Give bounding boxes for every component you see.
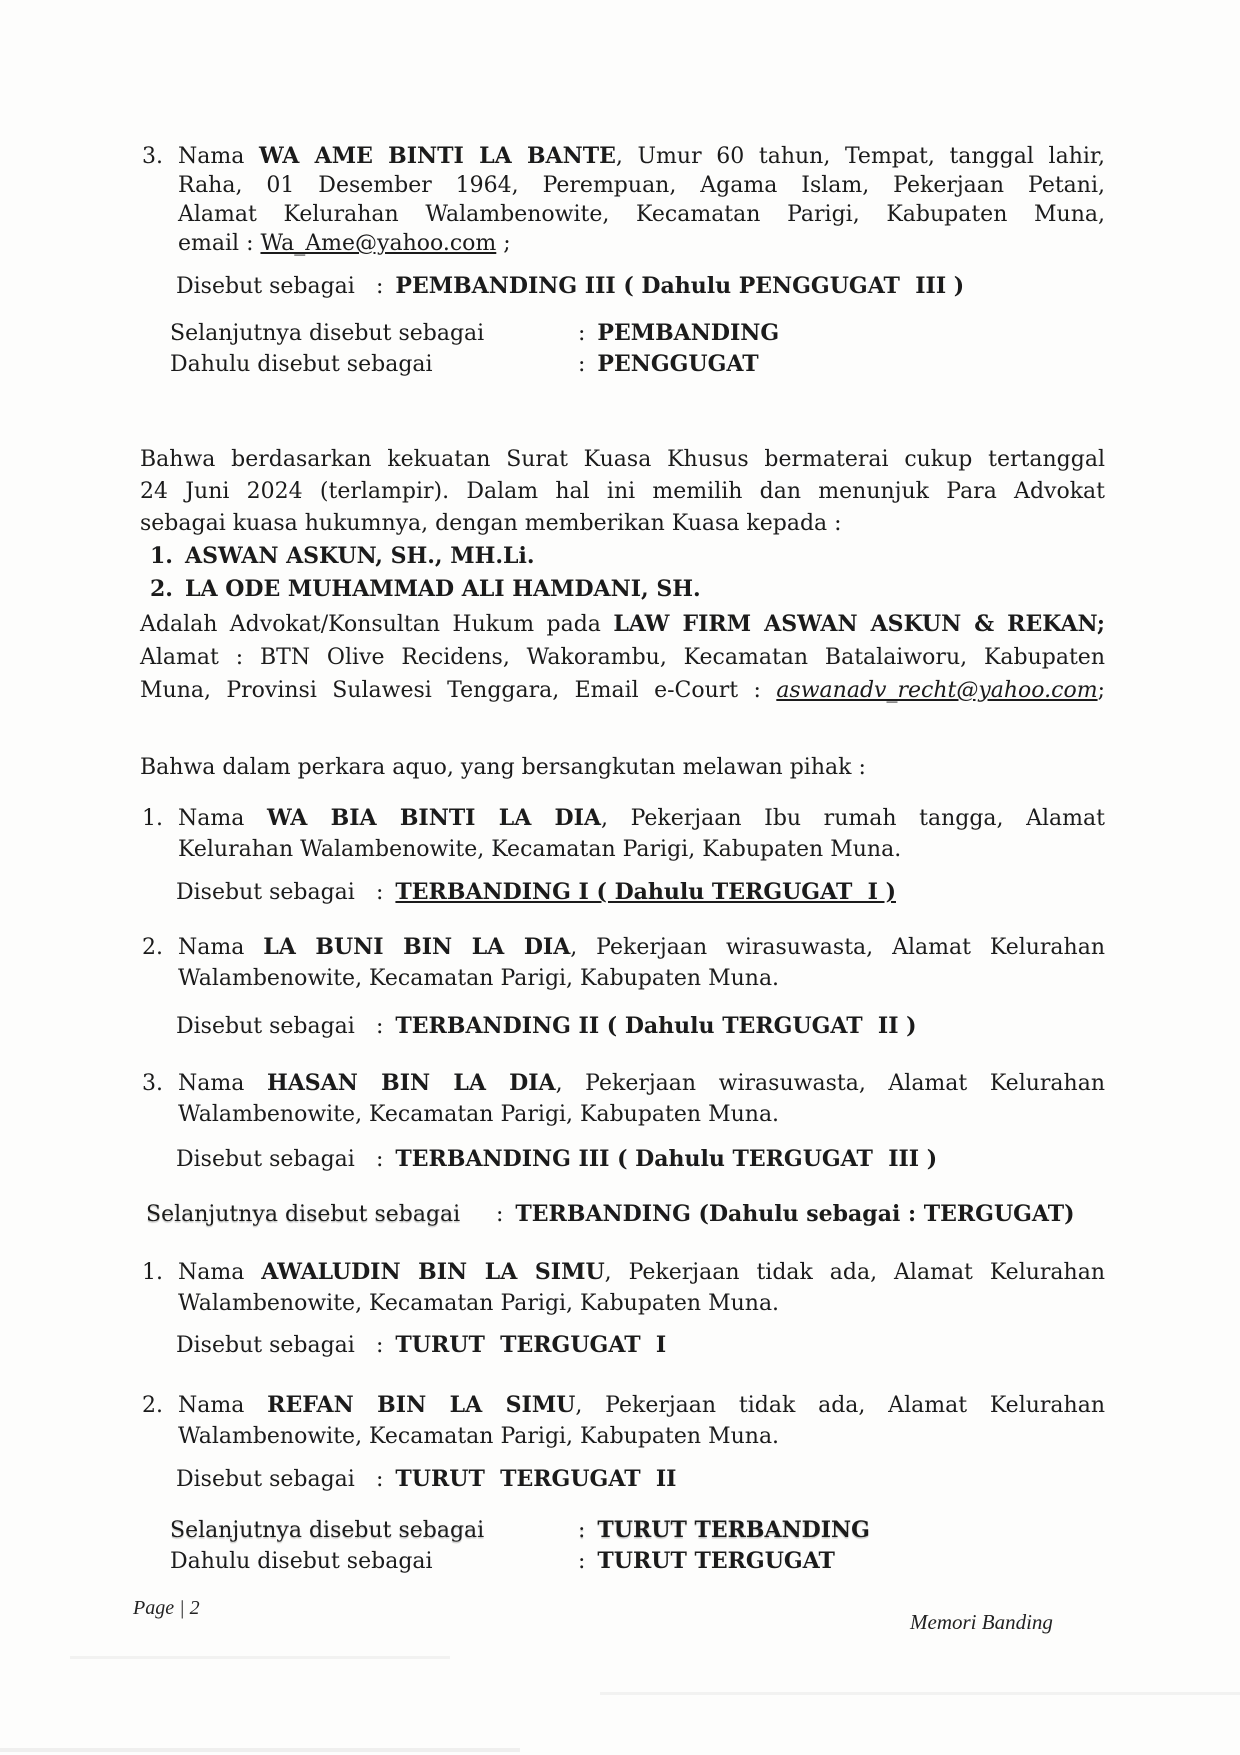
party-item-text: Nama AWALUDIN BIN LA SIMU, Pekerjaan tidak ada, Alamat Kelurahan Walambenowite, Kecamatan Parigi, Kabupaten Muna. <box>178 1259 1105 1316</box>
alias-row-selanjutnya <box>170 1515 1105 1546</box>
alias-value: PENGGUGAT <box>597 351 759 377</box>
alias-label: Dahulu disebut sebagai <box>170 1549 433 1574</box>
item-number: 2. <box>142 935 163 960</box>
disebut-value: PEMBANDING III ( Dahulu PENGGUGAT III ) <box>395 273 965 299</box>
party-item-turut-tergugat-2 <box>140 1390 1105 1452</box>
colon-separator: : <box>578 1518 586 1543</box>
party-item-turut-tergugat-1 <box>140 1257 1105 1319</box>
disebut-line-terbanding-1 <box>140 878 1105 907</box>
alias-row-dahulu <box>170 1546 1105 1577</box>
disebut-label: Disebut sebagai <box>176 274 355 299</box>
alias-value: TERBANDING (Dahulu sebagai : TERGUGAT) <box>515 1201 1075 1227</box>
party-item-text: Nama REFAN BIN LA SIMU, Pekerjaan tidak ada, Alamat Kelurahan Walambenowite, Kecamatan Parigi, Kabupaten Muna. <box>178 1392 1105 1449</box>
paragraph-power-of-attorney: Bahwa berdasarkan kekuatan Surat Kuasa Khusus bermaterai cukup tertanggal 24 Juni 2024 (terlampir). Dalam hal ini memilih dan menunjuk Para Advokat sebagai kuasa hukumnya, dengan memberikan Kuasa kepada : <box>140 447 1105 536</box>
item-number: 2. <box>142 1393 163 1418</box>
disebut-value: TURUT TERGUGAT I <box>395 1332 667 1358</box>
party-item-terbanding-1 <box>140 803 1105 865</box>
disebut-label: Disebut sebagai <box>176 1333 355 1358</box>
colon-separator: : <box>376 880 384 905</box>
scan-artifact <box>600 1692 1240 1695</box>
item-number: 3. <box>142 1071 163 1096</box>
disebut-line-pembanding-3 <box>140 272 1105 301</box>
colon-separator: : <box>578 352 586 377</box>
disebut-line-turut-tergugat-2 <box>140 1465 1105 1494</box>
alias-label: Selanjutnya disebut sebagai <box>170 321 485 346</box>
party-item-pembanding-3 <box>140 142 1105 258</box>
document-content <box>140 142 1105 1577</box>
party-item-terbanding-2 <box>140 932 1105 994</box>
item-number: 1. <box>142 1260 163 1285</box>
colon-separator: : <box>496 1202 504 1227</box>
party-item-text: Nama HASAN BIN LA DIA, Pekerjaan wirasuwasta, Alamat Kelurahan Walambenowite, Kecamatan Parigi, Kabupaten Muna. <box>178 1070 1105 1127</box>
item-number: 1. <box>142 806 163 831</box>
party-item-text: Nama WA BIA BINTI LA DIA, Pekerjaan Ibu rumah tangga, Alamat Kelurahan Walambenowite, Kecamatan Parigi, Kabupaten Muna. <box>178 805 1105 862</box>
scan-artifact <box>70 1656 450 1659</box>
alias-row-selanjutnya <box>170 318 1105 349</box>
alias-row-dahulu <box>170 349 1105 380</box>
party-item-text: Nama LA BUNI BIN LA DIA, Pekerjaan wirasuwasta, Alamat Kelurahan Walambenowite, Kecamatan Parigi, Kabupaten Muna. <box>178 934 1106 991</box>
disebut-line-terbanding-2 <box>140 1012 1105 1041</box>
disebut-line-turut-tergugat-1 <box>140 1331 1105 1360</box>
disebut-label: Disebut sebagai <box>176 1467 355 1492</box>
disebut-value: TERBANDING II ( Dahulu TERGUGAT II ) <box>395 1013 917 1039</box>
alias-line-terbanding <box>140 1200 1105 1229</box>
footer-page-number: Page | 2 <box>133 1597 200 1619</box>
alias-block-pembanding <box>140 318 1105 380</box>
disebut-value: TURUT TERGUGAT II <box>395 1466 677 1492</box>
colon-separator: : <box>376 1467 384 1492</box>
alias-value: TURUT TERGUGAT <box>597 1548 835 1574</box>
alias-value: PEMBANDING <box>597 320 780 346</box>
colon-separator: : <box>376 1147 384 1172</box>
disebut-line-terbanding-3 <box>140 1145 1105 1174</box>
footer-doc-title: Memori Banding <box>910 1610 1053 1634</box>
advocate-list: 1. ASWAN ASKUN, SH., MH.Li. 2. LA ODE MUHAMMAD ALI HAMDANI, SH. <box>150 543 701 602</box>
paragraph-opposing-intro: Bahwa dalam perkara aquo, yang bersangkutan melawan pihak : <box>140 755 866 780</box>
party-item-terbanding-3 <box>140 1068 1105 1130</box>
alias-label: Selanjutnya disebut sebagai <box>146 1202 461 1227</box>
colon-separator: : <box>376 1333 384 1358</box>
alias-label: Dahulu disebut sebagai <box>170 352 433 377</box>
item-number: 3. <box>142 144 163 169</box>
colon-separator: : <box>578 1549 586 1574</box>
disebut-value: TERBANDING III ( Dahulu TERGUGAT III ) <box>395 1146 938 1172</box>
party-item-text: Nama WA AME BINTI LA BANTE, Umur 60 tahun, Tempat, tanggal lahir, Raha, 01 Desember 1964, Perempuan, Agama Islam, Pekerjaan Petani, Alamat Kelurahan Walambenowite, Kecamatan Parigi, Kabupaten Muna, email : Wa_Ame@yahoo.com ; <box>178 143 1106 256</box>
alias-block-turut <box>140 1515 1105 1577</box>
disebut-label: Disebut sebagai <box>176 1014 355 1039</box>
disebut-label: Disebut sebagai <box>176 880 355 905</box>
colon-separator: : <box>578 321 586 346</box>
colon-separator: : <box>376 1014 384 1039</box>
colon-separator: : <box>376 274 384 299</box>
alias-value: TURUT TERBANDING <box>597 1517 870 1543</box>
disebut-value: TERBANDING I ( Dahulu TERGUGAT I ) <box>395 879 896 905</box>
disebut-label: Disebut sebagai <box>176 1147 355 1172</box>
scan-artifact <box>0 1748 520 1752</box>
alias-label: Selanjutnya disebut sebagai <box>170 1518 485 1543</box>
paragraph-law-firm: Adalah Advokat/Konsultan Hukum pada LAW FIRM ASWAN ASKUN & REKAN; Alamat : BTN Olive Recidens, Wakorambu, Kecamatan Batalaiworu, Kabupaten Muna, Provinsi Sulawesi Tenggara, Email e-Court : aswanadv_recht@yahoo.com; <box>140 611 1105 703</box>
